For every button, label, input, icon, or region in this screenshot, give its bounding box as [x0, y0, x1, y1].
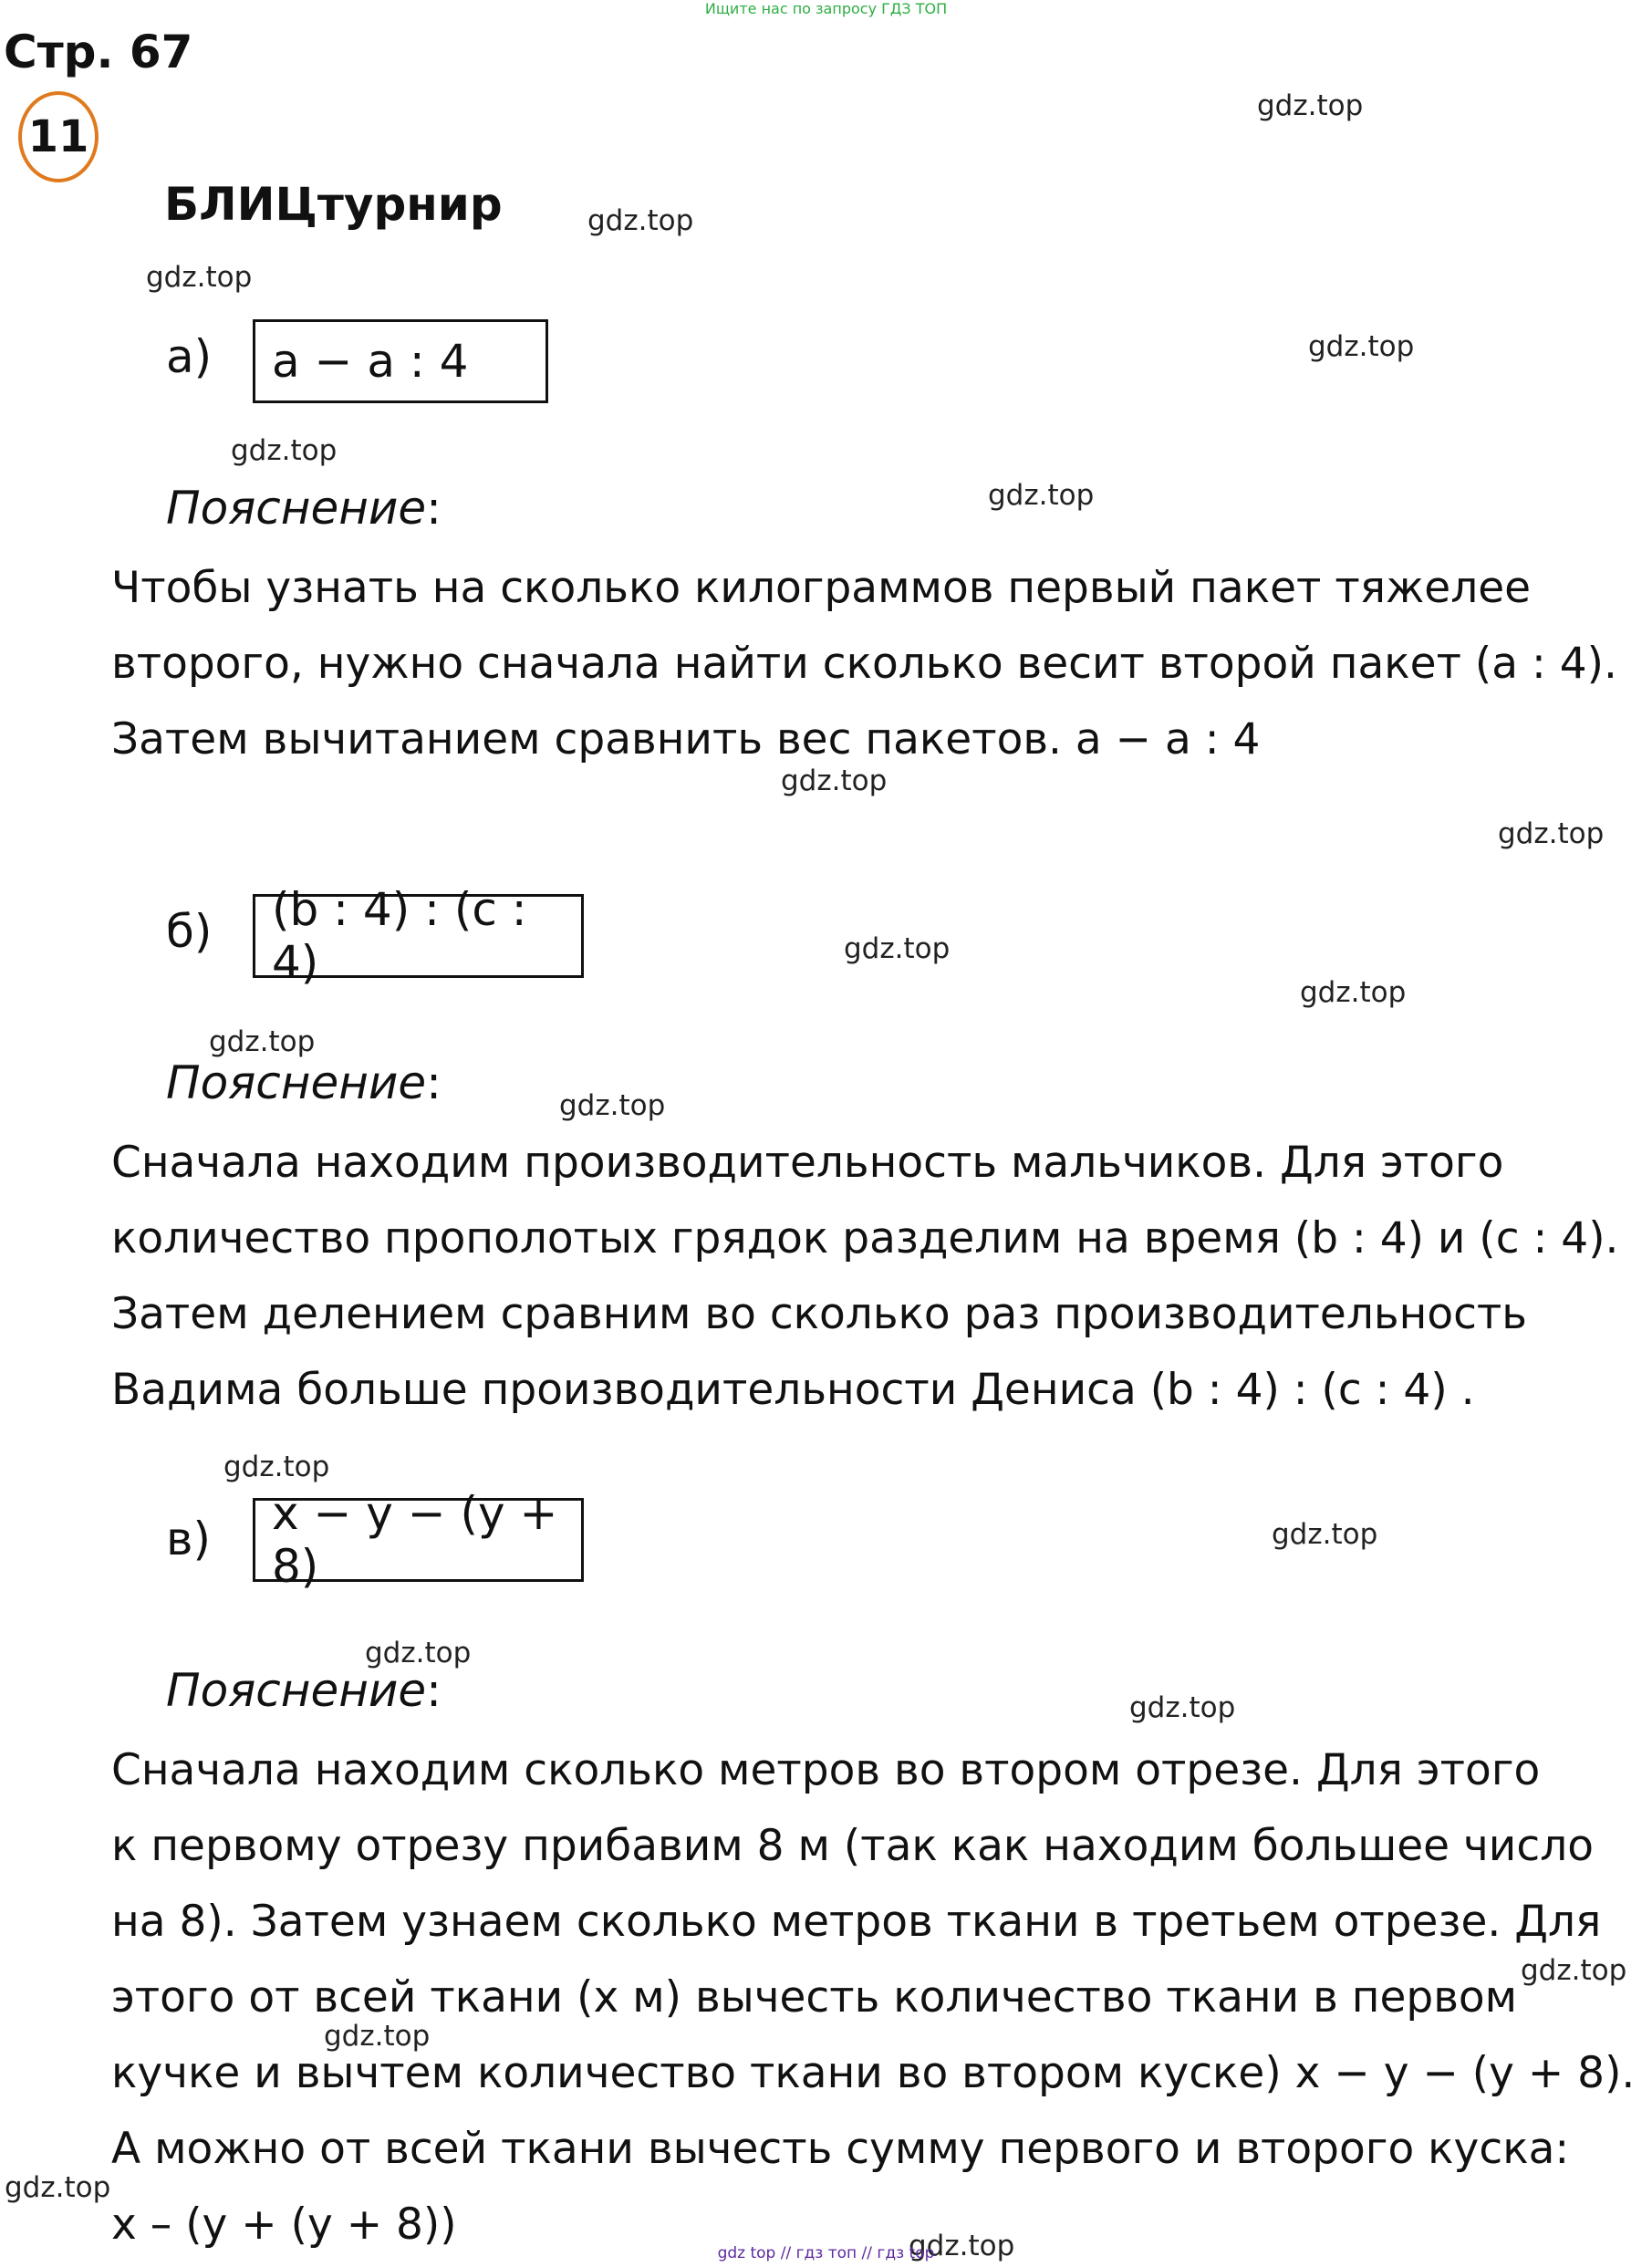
watermark: gdz.top [988, 479, 1095, 512]
text-line: Сначала находим производительность мальчиков. Для этого [111, 1138, 1504, 1188]
item-c-letter: в) [166, 1513, 211, 1565]
text-line: Затем делением сравним во сколько раз производительность [111, 1289, 1527, 1339]
item-b-explanation-label: Пояснение: [166, 1056, 442, 1109]
watermark: gdz.top [559, 1089, 666, 1122]
text-line: x – (y + (y + 8)) [111, 2199, 457, 2250]
watermark: gdz.top [1300, 976, 1407, 1009]
item-a-formula: a − a : 4 [272, 335, 469, 388]
item-a-formula-box [253, 319, 548, 403]
item-c-explanation-label: Пояснение: [166, 1664, 442, 1717]
watermark: gdz.top [781, 764, 888, 797]
item-b-letter: б) [166, 905, 213, 958]
watermark: gdz.top [1521, 1954, 1627, 1987]
item-b-explanation [111, 1125, 1618, 1428]
page-number: Стр. 67 [4, 26, 193, 78]
item-a-explanation-label: Пояснение: [166, 482, 442, 535]
watermark: gdz.top [587, 204, 694, 237]
watermark: gdz.top [1498, 817, 1605, 850]
watermark: gdz.top [844, 932, 951, 965]
watermark: gdz.top [5, 2171, 111, 2204]
item-b-formula: (b : 4) : (c : 4) [272, 883, 527, 989]
text-line: второго, нужно сначала найти сколько весит второй пакет (а : 4). [111, 639, 1617, 689]
text-line: Вадима больше производительности Дениса (b : 4) : (c : 4) . [111, 1365, 1475, 1415]
watermark: gdz.top [1308, 330, 1415, 363]
item-c-formula-box [253, 1487, 584, 1593]
text-line: Сначала находим сколько метров во втором отрезе. Для этого [111, 1745, 1541, 1795]
watermark: gdz.top [1272, 1518, 1378, 1551]
item-a-explanation [111, 550, 1617, 777]
watermark: gdz.top [1257, 89, 1364, 122]
text-line: кучке и вычтем количество ткани во втором куске) x − y − (y + 8). [111, 2048, 1636, 2098]
item-c-formula: x − y − (y + 8) [272, 1487, 558, 1593]
text-line: Чтобы узнать на сколько килограммов первый пакет тяжелее [111, 563, 1532, 613]
item-b-formula-box [253, 883, 584, 989]
footer-links: gdz top // гдз топ // гдз top [717, 2244, 935, 2262]
watermark: gdz.top [209, 1025, 316, 1058]
watermark: gdz.top [223, 1451, 330, 1483]
text-line: к первому отрезу прибавим 8 м (так как находим большее число [111, 1821, 1594, 1871]
task-number: 11 [27, 111, 89, 162]
watermark: gdz.top [365, 1637, 472, 1669]
watermark: gdz.top [324, 2020, 431, 2053]
text-line: А можно от всей ткани вычесть сумму первого и второго куска: [111, 2124, 1570, 2174]
item-c-explanation [111, 1732, 1635, 2262]
text-line: Затем вычитанием сравнить вес пакетов. a − a : 4 [111, 714, 1261, 764]
watermark: gdz.top [909, 2230, 1015, 2262]
section-heading: БЛИЦтурнир [164, 178, 503, 231]
watermark: gdz.top [1129, 1691, 1236, 1724]
item-a-letter: а) [166, 330, 213, 383]
text-line: количество прополотых грядок разделим на время (b : 4) и (c : 4). [111, 1213, 1619, 1263]
text-line: этого от всей ткани (x м) вычесть количество ткани в первом [111, 1972, 1518, 2023]
watermark: gdz.top [146, 261, 253, 294]
watermark: gdz.top [231, 434, 338, 467]
task-number-badge [18, 91, 99, 182]
top-banner: Ищите нас по запросу ГДЗ ТОП [704, 0, 948, 17]
text-line: на 8). Затем узнаем сколько метров ткани в третьем отрезе. Для [111, 1897, 1602, 1947]
